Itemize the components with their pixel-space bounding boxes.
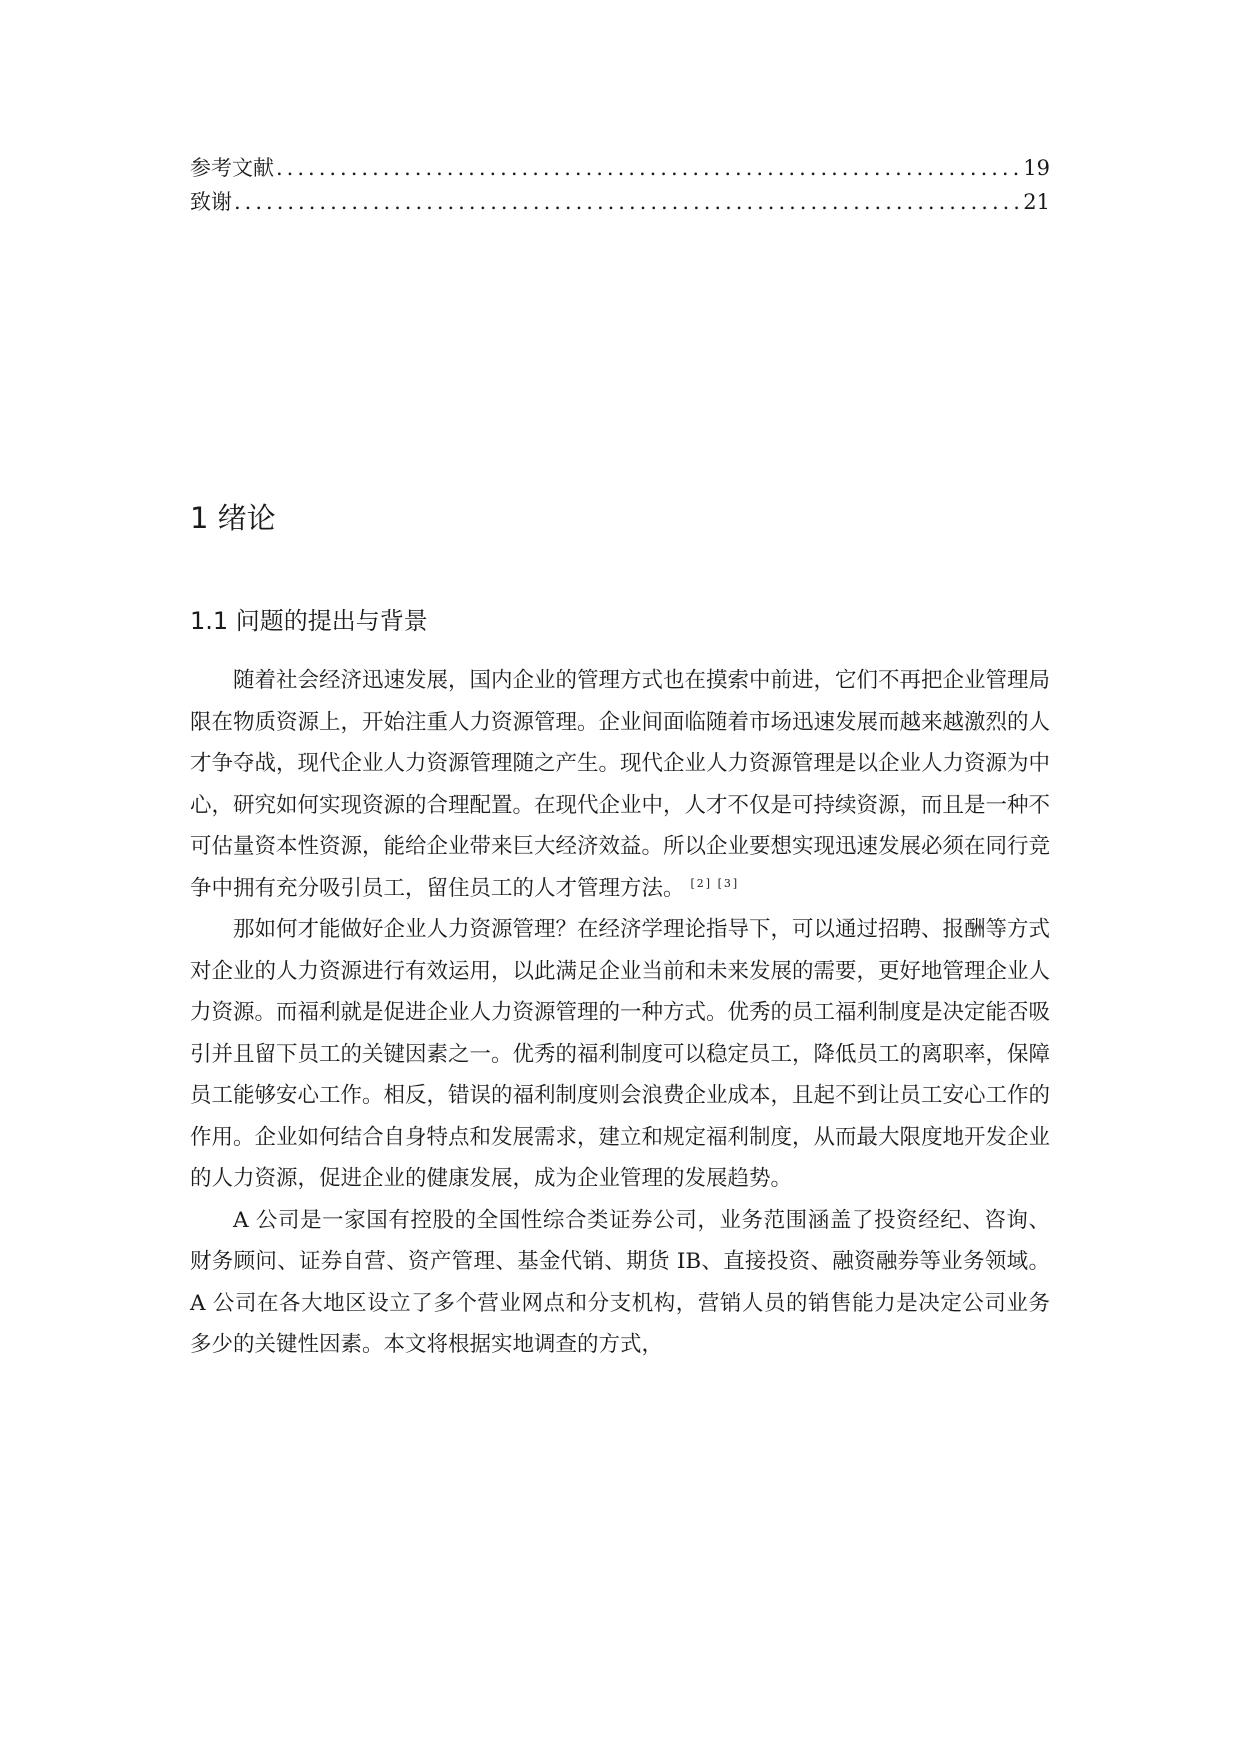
chapter-heading: 1 绪论 — [190, 501, 276, 535]
paragraph-3: A 公司是一家国有控股的全国性综合类证券公司，业务范围涵盖了投资经纪、咨询、财务顾问、证券自营、资产管理、基金代销、期货 IB、直接投资、融资融券等业务领域。A 公司在各大地区设立了多个营业网点和分支机构，营销人员的销售能力是决定公司业务多少的关键性因素。本文将根据实地调查的方式， — [190, 1207, 1050, 1357]
toc-entry-title: 参考文献 — [190, 156, 274, 180]
toc-leader-dots — [234, 185, 1021, 219]
toc-entry-page: 21 — [1023, 190, 1050, 214]
toc-entry-page: 19 — [1023, 156, 1050, 180]
paragraph-2: 那如何才能做好企业人力资源管理？在经济学理论指导下，可以通过招聘、报酬等方式对企业的人力资源进行有效运用，以此满足企业当前和未来发展的需要，更好地管理企业人力资源。而福利就是促进企业人力资源管理的一种方式。优秀的员工福利制度是决定能否吸引并且留下员工的关键因素之一。优秀的福利制度可以稳定员工，降低员工的离职率，保障员工能够安心工作。相反，错误的福利制度则会浪费企业成本，且起不到让员工安心工作的作用。企业如何结合自身特点和发展需求，建立和规定福利制度，从而最大限度地开发企业的人力资源，促进企业的健康发展，成为企业管理的发展趋势。 — [190, 917, 1051, 1191]
citation-marker[interactable]: [2] [3] — [690, 876, 740, 890]
toc-entry-acknowledgements[interactable] — [190, 185, 1050, 219]
paragraph-1-text: 随着社会经济迅速发展，国内企业的管理方式也在摸索中前进，它们不再把企业管理局限在物质资源上，开始注重人力资源管理。企业间面临随着市场迅速发展而越来越激烈的人才争夺战，现代企业人力资源管理随之产生。现代企业人力资源管理是以企业人力资源为中心，研究如何实现资源的合理配置。在现代企业中，人才不仅是可持续资源，而且是一种不可估量资本性资源，能给企业带来巨大经济效益。所以企业要想实现迅速发展必须在同行竞争中拥有充分吸引员工，留住员工的人才管理方法。 — [190, 668, 1051, 901]
toc-entry-references[interactable] — [190, 151, 1050, 185]
section-heading: 1.1 问题的提出与背景 — [190, 607, 428, 635]
toc-entry-title: 致谢 — [190, 190, 232, 214]
paragraph-1 — [190, 660, 1050, 909]
table-of-contents — [190, 151, 1050, 219]
body-text — [190, 660, 1050, 1366]
toc-leader-dots — [276, 151, 1021, 185]
